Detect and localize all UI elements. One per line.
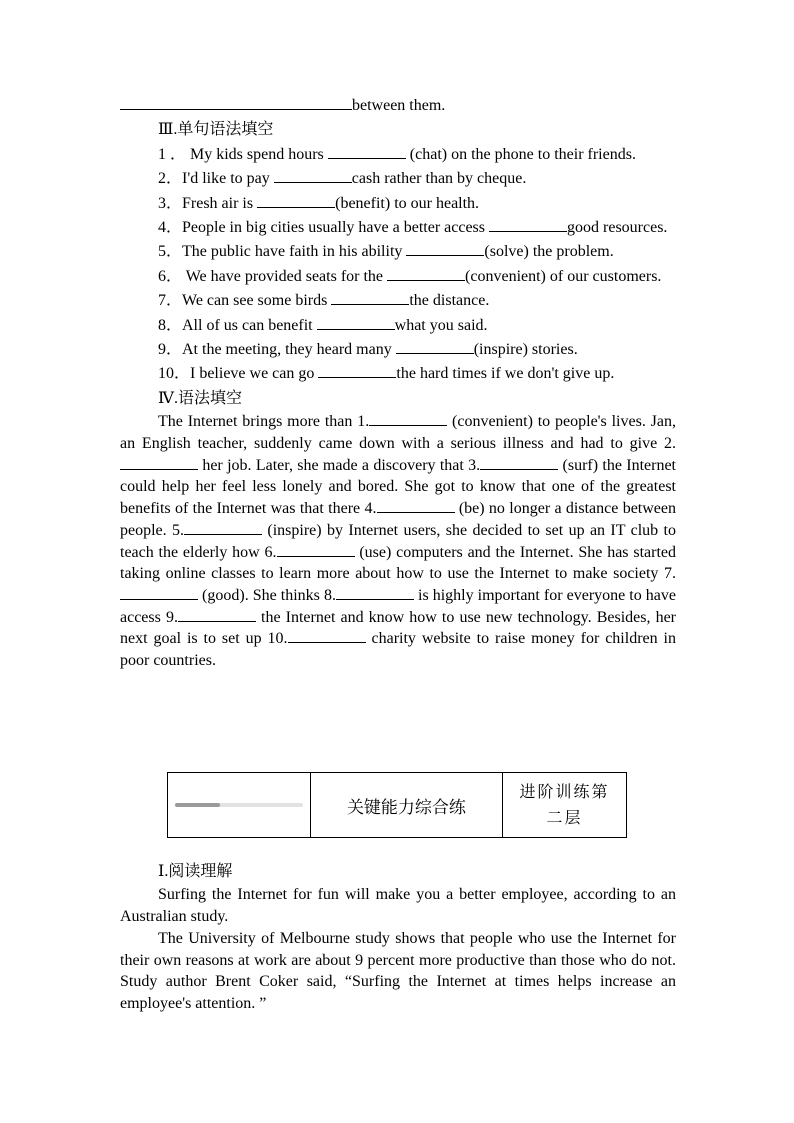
answer-blank[interactable] bbox=[274, 168, 352, 183]
answer-blank[interactable] bbox=[184, 520, 262, 535]
progress-bar-fill bbox=[175, 803, 220, 807]
answer-blank[interactable] bbox=[406, 241, 484, 256]
answer-blank[interactable] bbox=[328, 144, 406, 159]
banner-level bbox=[503, 773, 627, 838]
worksheet-lower bbox=[120, 860, 676, 1015]
answer-blank[interactable] bbox=[317, 315, 395, 330]
answer-blank[interactable] bbox=[396, 339, 474, 354]
worksheet-upper bbox=[120, 94, 676, 672]
top-line: between them. bbox=[120, 94, 676, 118]
banner-level-line-2: 二层 bbox=[546, 808, 583, 827]
reading-paragraph-1: Surfing the Internet for fun will make you a better employee, according to an Australian study. bbox=[120, 886, 676, 926]
exercise-item-2: 2．I'd like to pay cash rather than by cheque. bbox=[158, 170, 527, 188]
section-3-heading: Ⅲ.单句语法填空 bbox=[158, 121, 274, 139]
exercise-item-1: 1 ． My kids spend hours (chat) on the phone to their friends. bbox=[158, 145, 636, 163]
answer-blank[interactable] bbox=[277, 542, 355, 557]
answer-blank[interactable] bbox=[387, 266, 465, 281]
answer-blank[interactable] bbox=[331, 290, 409, 305]
exercise-item-7: 7．We can see some birds the distance. bbox=[158, 292, 490, 310]
section-4-heading: Ⅳ.语法填空 bbox=[158, 389, 242, 407]
section-1-heading: Ⅰ.阅读理解 bbox=[158, 863, 233, 880]
answer-blank[interactable] bbox=[120, 95, 352, 110]
answer-blank[interactable] bbox=[257, 193, 335, 208]
progress-cell bbox=[168, 773, 311, 838]
exercise-item-4: 4．People in big cities usually have a better access good resources. bbox=[158, 219, 668, 237]
exercise-item-8: 8．All of us can benefit what you said. bbox=[158, 316, 488, 334]
banner-title: 关键能力综合练 bbox=[310, 773, 502, 838]
answer-blank[interactable] bbox=[489, 217, 567, 232]
answer-blank[interactable] bbox=[120, 585, 198, 600]
exercise-item-5: 5．The public have faith in his ability (solve) the problem. bbox=[158, 243, 614, 261]
cloze-passage: The Internet brings more than 1. (convenient) to people's lives. Jan, an English teacher, suddenly came down with a serious illness and had to give 2. her job. Later, she made a discovery that 3. (surf) the Internet could help her feel less lonely and bored. She got to know that one of the greatest benefits of the Internet was that there 4. (be) no longer a distance between people. 5. (inspire) by Internet users, she decided to set up an IT club to teach the elderly how 6. (use) computers and the Internet. She has started taking online classes to learn more about how to use the Internet to make society 7. (good). She thinks 8. is highly important for everyone to have access 9. the Internet and know how to use new technology. Besides, her next goal is to set up 10. charity website to raise money for children in poor countries. bbox=[120, 413, 677, 670]
progress-bar bbox=[175, 803, 303, 807]
answer-blank[interactable] bbox=[369, 411, 447, 426]
answer-blank[interactable] bbox=[480, 455, 558, 470]
answer-blank[interactable] bbox=[178, 607, 256, 622]
answer-blank[interactable] bbox=[288, 628, 366, 643]
answer-blank[interactable] bbox=[318, 363, 396, 378]
exercise-item-9: 9．At the meeting, they heard many (inspire) stories. bbox=[158, 341, 578, 359]
exercise-item-6: 6． We have provided seats for the (convenient) of our customers. bbox=[158, 267, 662, 285]
banner-level-line-1: 进阶训练第 bbox=[519, 782, 610, 801]
answer-blank[interactable] bbox=[336, 585, 414, 600]
answer-blank[interactable] bbox=[120, 455, 198, 470]
reading-paragraph-2: The University of Melbourne study shows that people who use the Internet for their own reasons at work are about 9 percent more productive than those who do not. Study author Brent Coker said, “Surfing the Internet at times helps increase an employee's attention. ” bbox=[120, 929, 676, 1012]
answer-blank[interactable] bbox=[377, 498, 455, 513]
exercise-item-3: 3．Fresh air is (benefit) to our health. bbox=[158, 194, 480, 212]
exercise-item-10: 10．I believe we can go the hard times if we don't give up. bbox=[158, 365, 615, 383]
section-banner bbox=[167, 772, 627, 838]
